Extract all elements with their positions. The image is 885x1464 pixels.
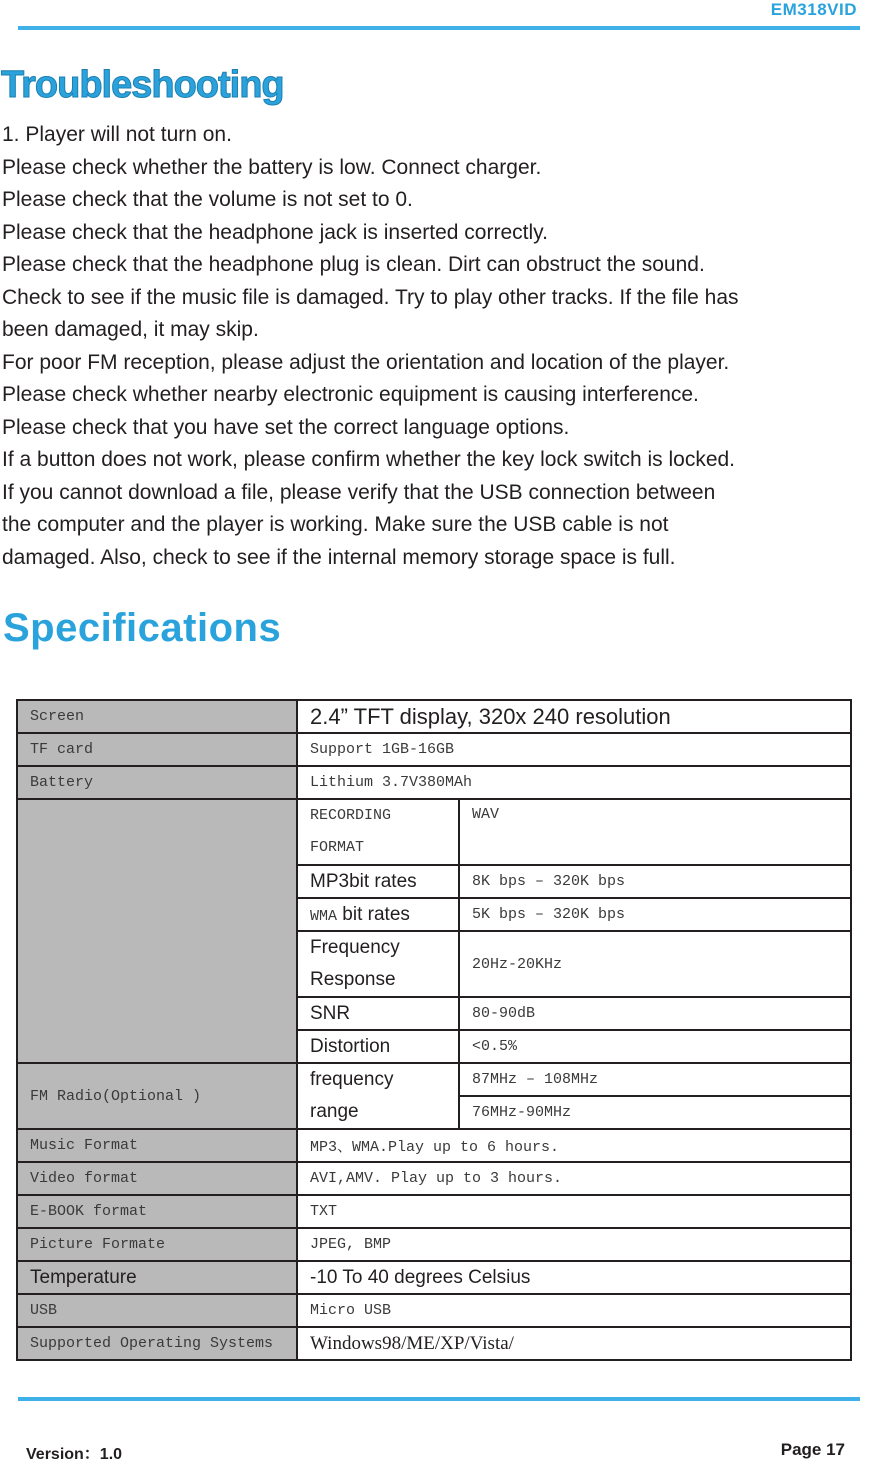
table-row [17,1129,851,1162]
spec-label-fm-radio: FM Radio(Optional ) [17,1063,297,1129]
troubleshooting-line: Please check that the headphone plug is clean. Dirt can obstruct the sound. [2,253,705,276]
troubleshooting-line: Please check that you have set the correct language options. [2,415,570,439]
model-name: EM318VID [770,0,857,19]
spec-value-os: Windows98/ME/XP/Vista/ [297,1327,851,1360]
troubleshooting-line: Please check whether the battery is low. Connect charger. [2,155,542,179]
table-row [17,1228,851,1261]
spec-value-battery: Lithium 3.7V380MAh [297,766,851,799]
spec-label-picture-format: Picture Formate [17,1228,297,1261]
troubleshooting-heading: Troubleshooting [1,64,284,106]
troubleshooting-line: Please check that the headphone jack is inserted correctly. [2,220,548,244]
page-number: Page 17 [780,1440,845,1459]
spec-sublabel-snr: SNR [297,997,459,1030]
table-row [17,1195,851,1228]
spec-label-battery: Battery [17,766,297,799]
troubleshooting-line: the computer and the player is working. Make sure the USB cable is not [2,513,669,536]
spec-value-video-format: AVI,AMV. Play up to 3 hours. [297,1162,851,1195]
troubleshooting-line: 1. Player will not turn on. [2,123,232,146]
spec-value-recording-format: WAV [459,799,851,865]
troubleshooting-line: damaged. Also, check to see if the internal memory storage space is full. [2,545,676,569]
troubleshooting-line: Check to see if the music file is damaged. Try to play other tracks. If the file has [2,285,739,309]
spec-sublabel-recording-format [297,799,459,865]
spec-sublabel-frequency-response [297,931,459,997]
header-divider [18,26,860,30]
troubleshooting-line: Please check that the volume is not set to 0. [2,188,413,211]
spec-value-ebook-format: TXT [297,1195,851,1228]
spec-value-temperature: -10 To 40 degrees Celsius [297,1261,851,1294]
spec-sublabel-distortion: Distortion [297,1030,459,1063]
spec-value-usb: Micro USB [297,1294,851,1327]
fm-frequency-line: range [310,1101,359,1122]
specifications-table [16,699,852,1361]
table-row [17,1294,851,1327]
spec-sublabel-mp3: MP3bit rates [297,865,459,898]
spec-value-snr: 80-90dB [459,997,851,1030]
spec-label-usb: USB [17,1294,297,1327]
frequency-response-line: Response [310,969,396,990]
frequency-response-line: Frequency [310,937,400,958]
spec-value-wma: 5K bps – 320K bps [459,898,851,931]
spec-value-fm-range-1: 87MHz – 108MHz [459,1063,851,1096]
spec-value-frequency-response: 20Hz-20KHz [459,931,851,997]
table-row [17,1162,851,1195]
table-row [17,700,851,733]
spec-value-screen: 2.4” TFT display, 320x 240 resolution [297,700,851,733]
spec-value-distortion: <0.5% [459,1030,851,1063]
spec-value-tf-card: Support 1GB-16GB [297,733,851,766]
table-row [17,799,851,865]
spec-value-fm-range-2: 76MHz-90MHz [459,1096,851,1129]
spec-sublabel-wma [297,898,459,931]
spec-value-music-format: MP3、WMA.Play up to 6 hours. [297,1129,851,1162]
spec-label-temperature: Temperature [17,1261,297,1294]
table-row [17,1063,851,1096]
troubleshooting-line: been damaged, it may skip. [2,318,259,341]
spec-label-ebook-format: E-BOOK format [17,1195,297,1228]
spec-label-audio-empty [17,799,297,1063]
troubleshooting-line: Please check whether nearby electronic equipment is causing interference. [2,383,699,406]
spec-label-video-format: Video format [17,1162,297,1195]
troubleshooting-line: If you cannot download a file, please verify that the USB connection between [2,480,716,504]
troubleshooting-body [2,119,885,574]
table-row [17,1261,851,1294]
spec-value-mp3: 8K bps – 320K bps [459,865,851,898]
version-label: Version：1.0 [26,1446,123,1463]
table-row [17,1327,851,1360]
recording-label-line: RECORDING [310,807,392,824]
wma-prefix: WMA [310,907,338,925]
footer-divider [18,1397,860,1401]
fm-frequency-line: frequency [310,1069,394,1090]
table-row [17,766,851,799]
recording-label-line: FORMAT [310,839,365,856]
spec-sublabel-fm-frequency [297,1063,459,1129]
spec-value-picture-format: JPEG, BMP [297,1228,851,1261]
wma-suffix: bit rates [337,903,410,925]
table-row [17,733,851,766]
spec-label-music-format: Music Format [17,1129,297,1162]
specifications-heading: Specifications [3,606,282,650]
spec-label-tf-card: TF card [17,733,297,766]
spec-label-os: Supported Operating Systems [17,1327,297,1360]
spec-label-screen: Screen [17,700,297,733]
troubleshooting-line: For poor FM reception, please adjust the orientation and location of the player. [2,350,730,374]
troubleshooting-line: If a button does not work, please confirm whether the key lock switch is locked. [2,448,736,471]
